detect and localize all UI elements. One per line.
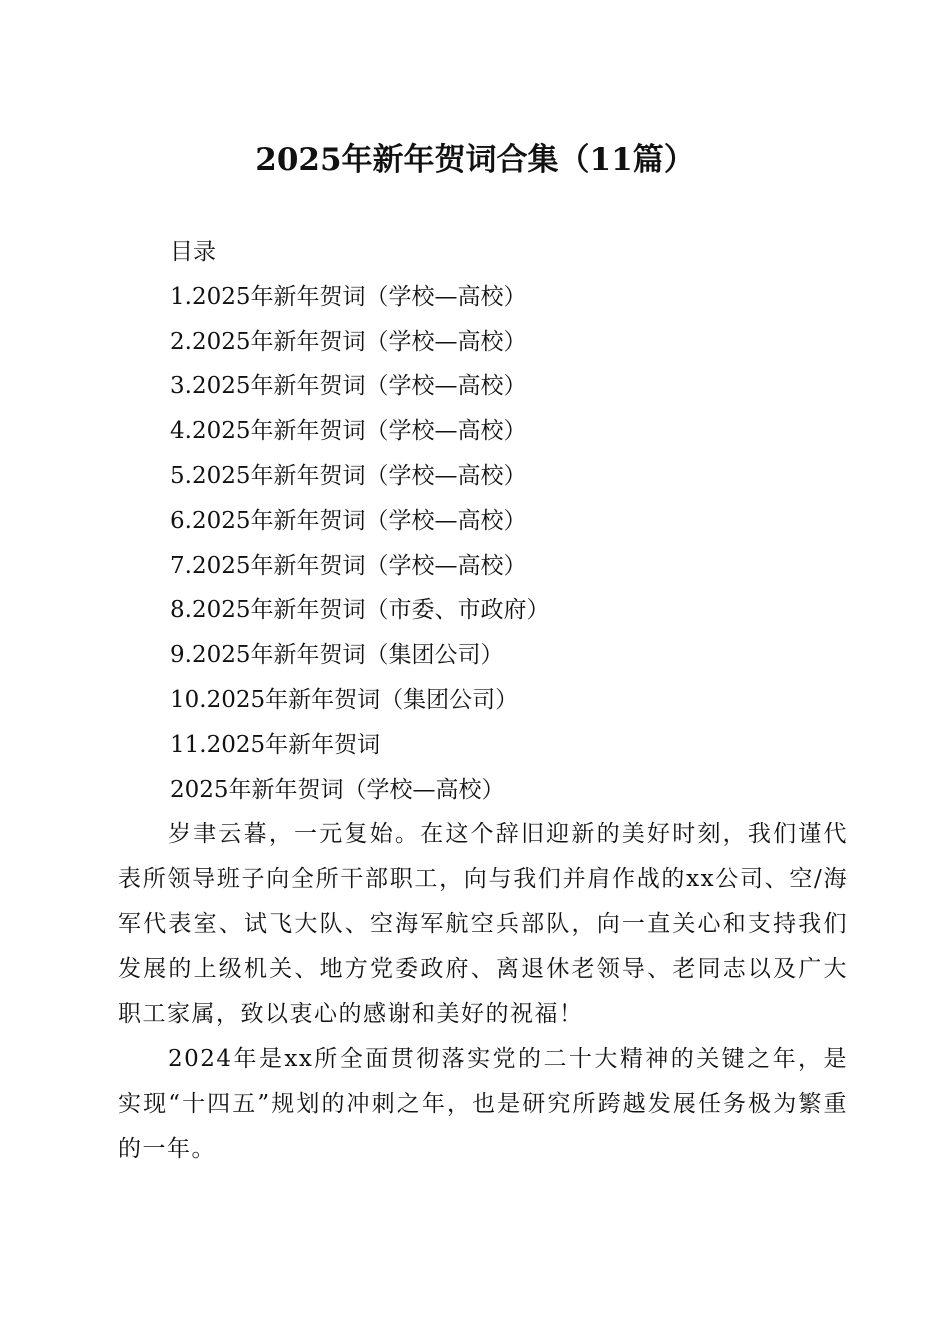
document-title: 2025年新年贺词合集（11篇） [255,142,695,178]
toc-item: 11.2025年新年贺词 [170,731,381,758]
toc-item: 2.2025年新年贺词（学校—高校） [170,328,527,355]
toc-item: 8.2025年新年贺词（市委、市政府） [170,597,550,624]
toc-item: 5.2025年新年贺词（学校—高校） [170,462,527,489]
body-paragraph-container [118,1037,848,1172]
toc-item: 9.2025年新年贺词（集团公司） [170,642,504,669]
table-of-contents [170,230,850,812]
toc-item: 4.2025年新年贺词（学校—高校） [170,418,527,445]
toc-item: 10.2025年新年贺词（集团公司） [170,686,519,713]
toc-item: 7.2025年新年贺词（学校—高校） [170,552,527,579]
section-heading: 2025年新年贺词（学校—高校） [170,776,505,803]
toc-heading: 目录 [170,239,216,265]
body-paragraph-container [118,812,848,1037]
toc-item: 3.2025年新年贺词（学校—高校） [170,373,527,400]
toc-item: 6.2025年新年贺词（学校—高校） [170,507,527,534]
body-paragraph: 岁聿云暮，一元复始。在这个辞旧迎新的美好时刻，我们谨代表所领导班子向全所干部职工，向与我们并肩作战的xx公司、空/海军代表室、试飞大队、空海军航空兵部队，向一直关心和支持我们发展的上级机关、地方党委政府、离退休老领导、老同志以及广大职工家属，致以衷心的感谢和美好的祝福！ [118,821,848,1027]
toc-item: 1.2025年新年贺词（学校—高校） [170,283,527,310]
body-paragraph: 2024年是xx所全面贯彻落实党的二十大精神的关键之年，是实现“十四五”规划的冲刺之年，也是研究所跨越发展任务极为繁重的一年。 [118,1046,848,1162]
